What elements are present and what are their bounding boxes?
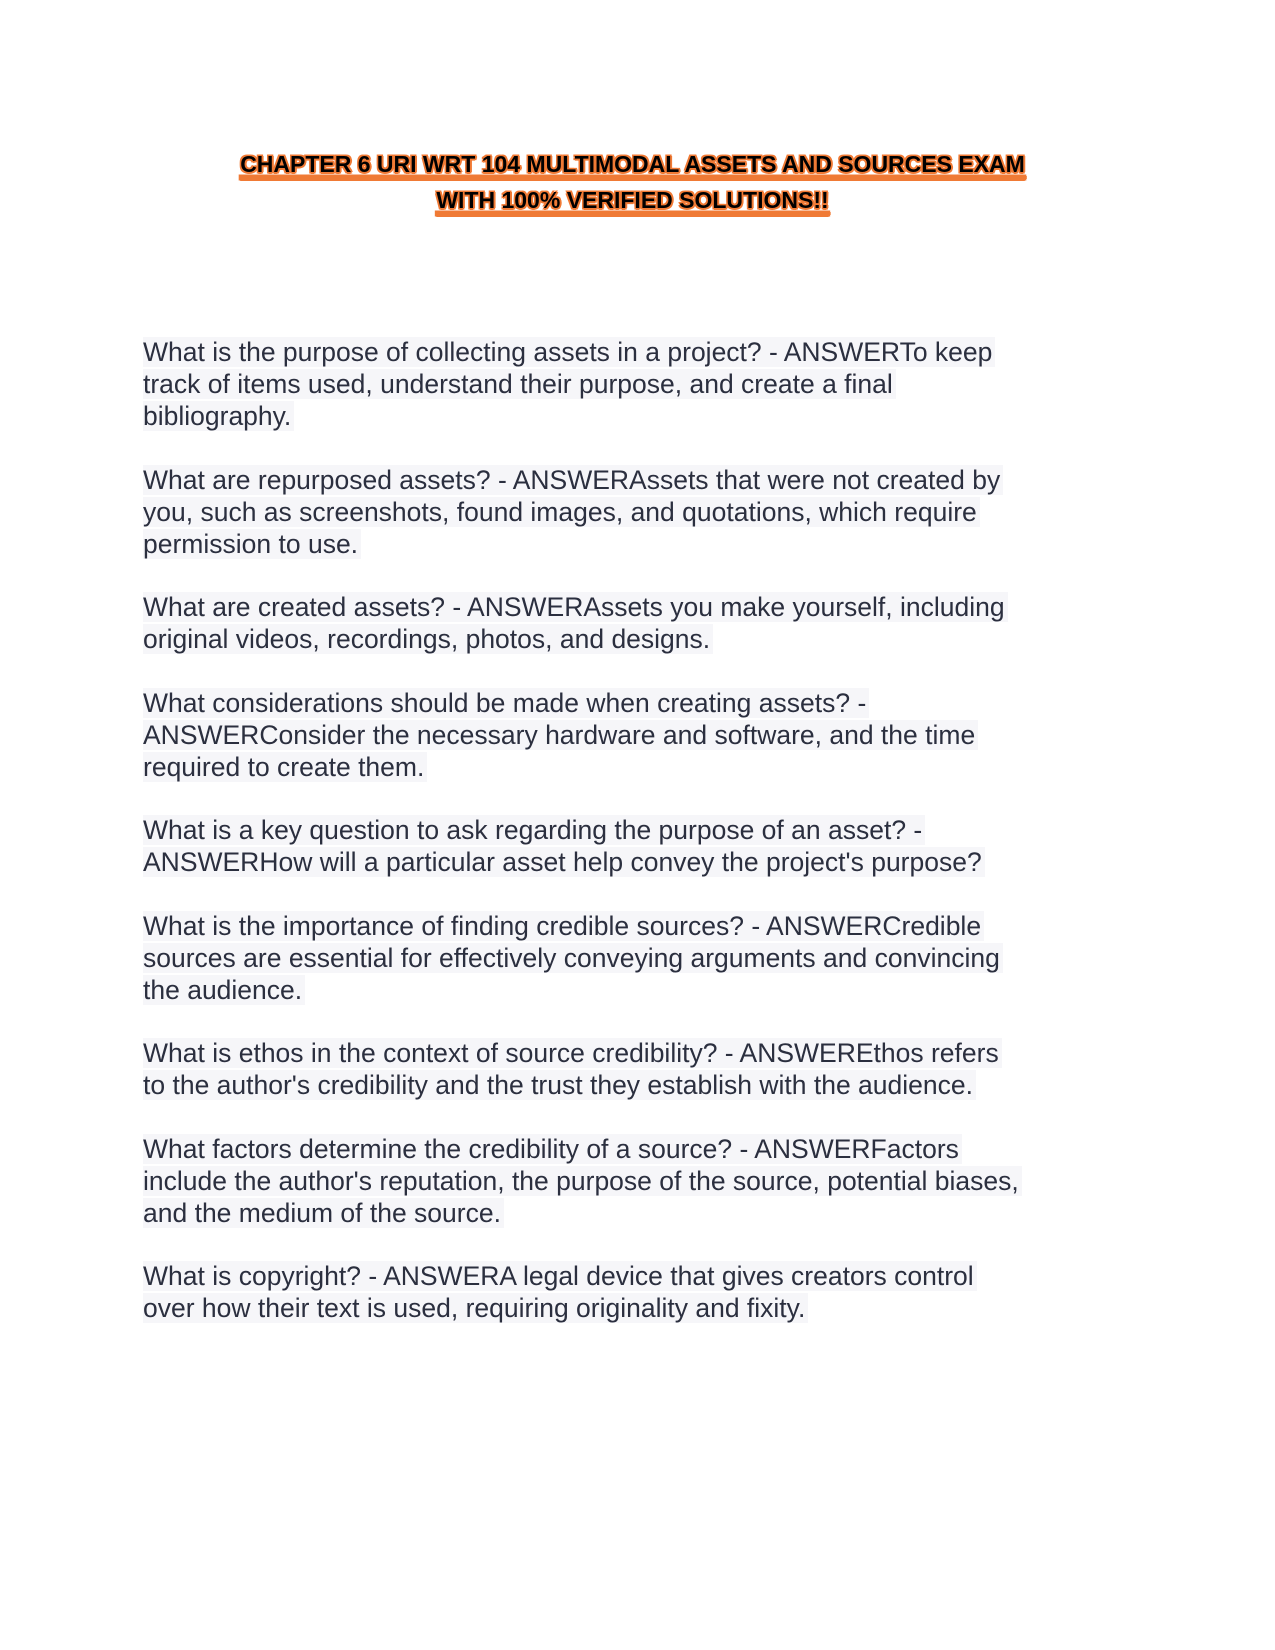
qa-line (143, 528, 1143, 560)
title-line-1: CHAPTER 6 URI WRT 104 MULTIMODAL ASSETS AND SOURCES EXAM (240, 151, 1025, 177)
qa-line-text: original videos, recordings, photos, and designs. (143, 624, 713, 654)
qa-line (143, 1069, 1143, 1101)
qa-line (143, 1133, 1143, 1165)
qa-line-text: sources are essential for effectively conveying arguments and convincing (143, 943, 1003, 973)
qa-line-text: over how their text is used, requiring originality and fixity. (143, 1293, 808, 1323)
qa-line (143, 814, 1143, 846)
title-line-2: WITH 100% VERIFIED SOLUTIONS!! (436, 187, 829, 213)
qa-line (143, 910, 1143, 942)
qa-line-text: What is a key question to ask regarding the purpose of an asset? - (143, 815, 925, 845)
qa-item (143, 1133, 1143, 1229)
qa-item (143, 1037, 1143, 1101)
qa-line (143, 400, 1143, 432)
qa-line (143, 1292, 1143, 1324)
qa-list (143, 336, 1143, 1356)
qa-line (143, 1197, 1143, 1229)
qa-line-text: What factors determine the credibility of a source? - ANSWERFactors (143, 1134, 962, 1164)
qa-line-text: track of items used, understand their purpose, and create a final (143, 369, 896, 399)
qa-line (143, 591, 1143, 623)
qa-line (143, 846, 1143, 878)
qa-line-text: required to create them. (143, 752, 427, 782)
qa-line-text: you, such as screenshots, found images, and quotations, which require (143, 497, 980, 527)
qa-item (143, 814, 1143, 878)
qa-line (143, 464, 1143, 496)
qa-item (143, 687, 1143, 783)
qa-line (143, 751, 1143, 783)
document-title (140, 146, 1125, 218)
qa-item (143, 910, 1143, 1006)
qa-line-text: What are created assets? - ANSWERAssets you make yourself, including (143, 592, 1008, 622)
qa-line (143, 974, 1143, 1006)
qa-line-text: What considerations should be made when creating assets? - (143, 688, 869, 718)
qa-line-text: What is the importance of finding credible sources? - ANSWERCredible (143, 911, 984, 941)
qa-line (143, 1165, 1143, 1197)
qa-line-text: ANSWERConsider the necessary hardware and software, and the time (143, 720, 978, 750)
qa-item (143, 1260, 1143, 1324)
qa-item (143, 591, 1143, 655)
qa-line (143, 1037, 1143, 1069)
qa-line (143, 1260, 1143, 1292)
qa-line-text: What is copyright? - ANSWERA legal device that gives creators control (143, 1261, 977, 1291)
qa-line-text: What is the purpose of collecting assets in a project? - ANSWERTo keep (143, 337, 995, 367)
qa-line-text: What are repurposed assets? - ANSWERAssets that were not created by (143, 465, 1003, 495)
qa-item (143, 336, 1143, 432)
qa-line (143, 368, 1143, 400)
qa-line-text: the audience. (143, 975, 305, 1005)
qa-line (143, 687, 1143, 719)
qa-line (143, 496, 1143, 528)
qa-line-text: and the medium of the source. (143, 1198, 504, 1228)
qa-line-text: bibliography. (143, 401, 294, 431)
qa-line (143, 942, 1143, 974)
qa-line (143, 336, 1143, 368)
qa-line (143, 623, 1143, 655)
qa-line (143, 719, 1143, 751)
qa-line-text: to the author's credibility and the trust they establish with the audience. (143, 1070, 976, 1100)
qa-line-text: What is ethos in the context of source credibility? - ANSWEREthos refers (143, 1038, 1002, 1068)
qa-line-text: include the author's reputation, the purpose of the source, potential biases, (143, 1166, 1022, 1196)
qa-item (143, 464, 1143, 560)
qa-line-text: ANSWERHow will a particular asset help convey the project's purpose? (143, 847, 985, 877)
qa-line-text: permission to use. (143, 529, 361, 559)
